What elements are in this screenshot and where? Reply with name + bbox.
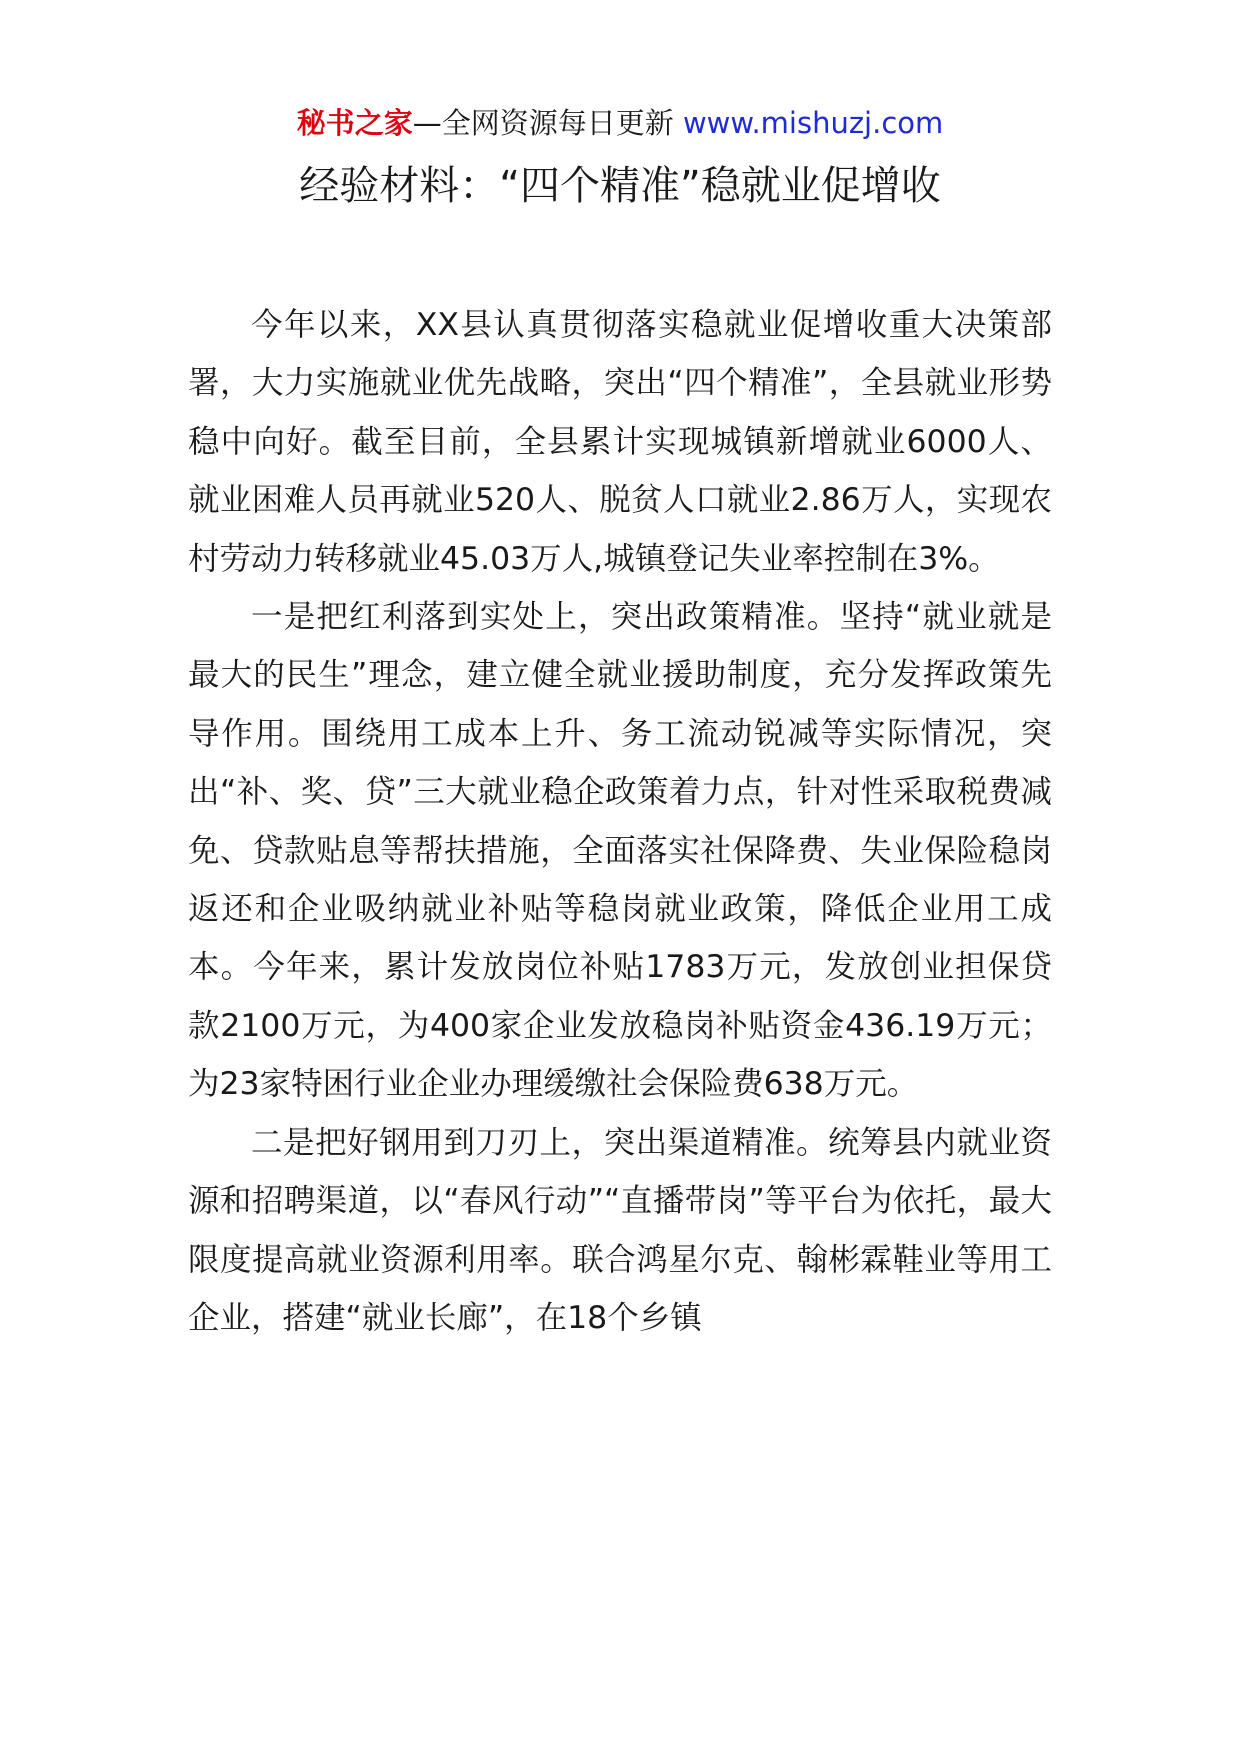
- document-body: [188, 296, 1052, 1347]
- paragraph-channel: 二是把好钢用到刀刃上，突出渠道精准。统筹县内就业资源和招聘渠道，以“春风行动”“直播带岗”等平台为依托，最大限度提高就业资源利用率。联合鸿星尔克、翰彬霖鞋业等用工企业，搭建“就业长廊”，在18个乡镇: [188, 1124, 1052, 1336]
- paragraph-policy: 一是把红利落到实处上，突出政策精准。坚持“就业就是最大的民生”理念，建立健全就业援助制度，充分发挥政策先导作用。围绕用工成本上升、务工流动锐减等实际情况，突出“补、奖、贷”三大就业稳企政策着力点，针对性采取税费减免、贷款贴息等帮扶措施，全面落实社保降费、失业保险稳岗返还和企业吸纳就业补贴等稳岗就业政策，降低企业用工成本。今年来，累计发放岗位补贴1783万元，发放创业担保贷款2100万元，为400家企业发放稳岗补贴资金436.19万元；为23家特困行业企业办理缓缴社会保险费638万元。: [188, 599, 1052, 1103]
- brand-name: 秘书之家: [296, 106, 413, 140]
- document-title: 经验材料：“四个精准”稳就业促增收: [299, 163, 941, 209]
- site-url-link[interactable]: www.mishuzj.com: [682, 106, 944, 140]
- paragraph-intro: 今年以来，XX县认真贯彻落实稳就业促增收重大决策部署，大力实施就业优先战略，突出“四个精准”，全县就业形势稳中向好。截至目前，全县累计实现城镇新增就业6000人、就业困难人员再就业520人、脱贫人口就业2.86万人，实现农村劳动力转移就业45.03万人,城镇登记失业率控制在3%。: [188, 307, 1052, 577]
- header-tagline: —全网资源每日更新: [412, 106, 683, 140]
- site-header: [188, 98, 1052, 148]
